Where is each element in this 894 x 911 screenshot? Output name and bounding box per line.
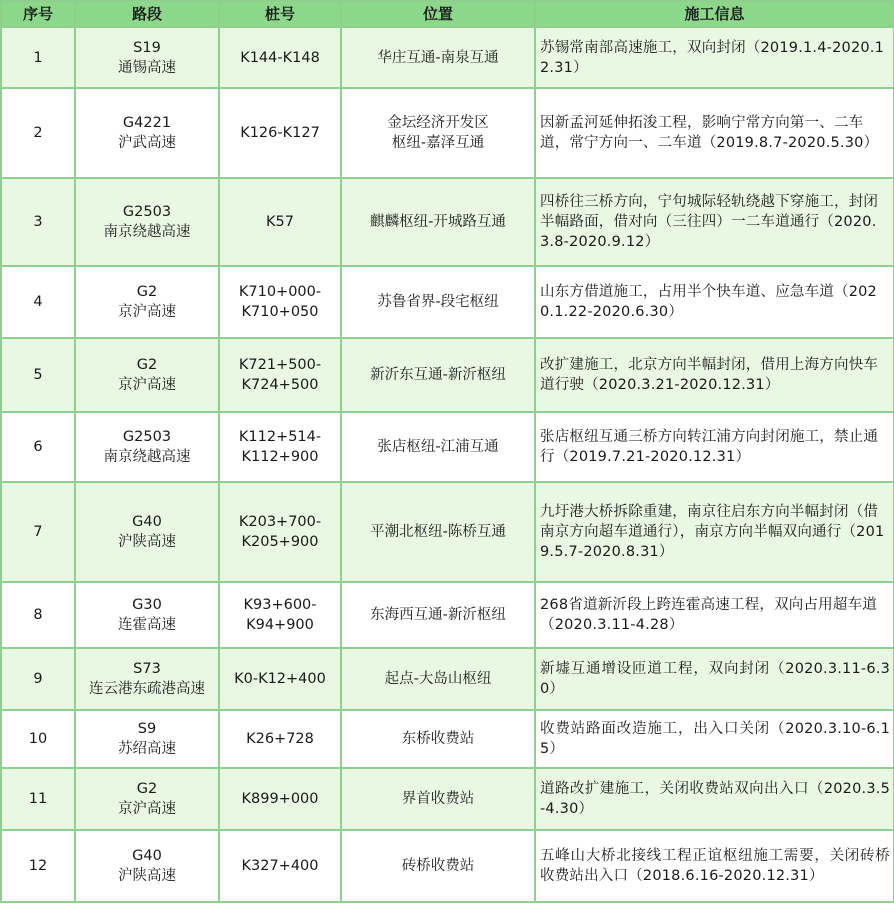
stake-line: K57 xyxy=(266,214,294,230)
table-row xyxy=(1,482,894,582)
road-code: G2 xyxy=(136,781,158,797)
road-name: 连云港东疏港高速 xyxy=(89,681,205,697)
stake-line: K205+900 xyxy=(241,534,319,550)
table-row xyxy=(1,582,894,648)
stake-line: K112+514- xyxy=(238,429,322,445)
header-location: 位置 xyxy=(341,1,535,27)
road-code: G2 xyxy=(136,284,158,300)
location-cell xyxy=(341,768,535,830)
table-row xyxy=(1,830,894,902)
row-index: 4 xyxy=(1,266,75,338)
road-code: G30 xyxy=(132,597,162,613)
road-code: G4221 xyxy=(122,115,172,131)
location-cell xyxy=(341,338,535,412)
row-index: 7 xyxy=(1,482,75,582)
header-info: 施工信息 xyxy=(535,1,894,27)
stake-line: K0-K12+400 xyxy=(234,671,326,687)
table-row xyxy=(1,266,894,338)
location-cell xyxy=(341,482,535,582)
header-road: 路段 xyxy=(75,1,219,27)
stake-cell xyxy=(219,338,341,412)
location-cell xyxy=(341,582,535,648)
stake-cell xyxy=(219,648,341,710)
location-line: 麒麟枢纽-开城路互通 xyxy=(370,214,506,230)
row-index: 5 xyxy=(1,338,75,412)
info-cell: 九圩港大桥拆除重建，南京往启东方向半幅封闭（借南京方向超车道通行），南京方向半幅双向通行（2019.5.7-2020.8.31） xyxy=(535,482,894,582)
location-line: 砖桥收费站 xyxy=(401,858,475,874)
location-cell xyxy=(341,27,535,88)
stake-line: K710+000- xyxy=(238,284,322,300)
road-cell xyxy=(75,648,219,710)
stake-line: K724+500 xyxy=(241,377,319,393)
road-name: 南京绕越高速 xyxy=(103,224,191,240)
stake-cell xyxy=(219,768,341,830)
road-cell xyxy=(75,266,219,338)
location-cell xyxy=(341,88,535,178)
location-cell xyxy=(341,266,535,338)
location-line: 东海西互通-新沂枢纽 xyxy=(370,607,506,623)
road-cell xyxy=(75,412,219,482)
header-index: 序号 xyxy=(1,1,75,27)
row-index: 12 xyxy=(1,830,75,902)
stake-cell xyxy=(219,482,341,582)
info-cell: 山东方借道施工，占用半个快车道、应急车道（2020.1.22-2020.6.30） xyxy=(535,266,894,338)
location-line: 新沂东互通-新沂枢纽 xyxy=(370,367,506,383)
road-name: 京沪高速 xyxy=(118,801,176,817)
location-line: 界首收费站 xyxy=(401,791,475,807)
road-code: S73 xyxy=(133,661,161,677)
road-name: 通锡高速 xyxy=(118,59,176,76)
row-index: 11 xyxy=(1,768,75,830)
table-row xyxy=(1,768,894,830)
location-line: 枢纽-嘉泽互通 xyxy=(391,135,485,151)
stake-line: K94+900 xyxy=(246,617,314,633)
road-name: 沪陕高速 xyxy=(118,868,176,884)
row-index: 3 xyxy=(1,178,75,266)
road-cell xyxy=(75,178,219,266)
row-index: 6 xyxy=(1,412,75,482)
table-row xyxy=(1,88,894,178)
info-cell: 苏锡常南部高速施工，双向封闭（2019.1.4-2020.12.31） xyxy=(535,27,894,88)
road-code: S19 xyxy=(133,39,161,56)
road-name: 苏绍高速 xyxy=(118,741,176,757)
table-row xyxy=(1,178,894,266)
road-code: S9 xyxy=(137,721,157,737)
road-code: G40 xyxy=(132,848,162,864)
row-index: 9 xyxy=(1,648,75,710)
stake-line: K710+050 xyxy=(241,304,319,320)
table-row xyxy=(1,648,894,710)
stake-cell xyxy=(219,412,341,482)
stake-cell xyxy=(219,710,341,768)
info-cell: 新墟互通增设匝道工程，双向封闭（2020.3.11-6.30） xyxy=(535,648,894,710)
stake-line: K203+700- xyxy=(238,514,322,530)
info-cell: 改扩建施工，北京方向半幅封闭，借用上海方向快车道行驶（2020.3.21-2020.12.31） xyxy=(535,338,894,412)
stake-line: K126-K127 xyxy=(240,125,320,141)
table-row xyxy=(1,338,894,412)
stake-cell xyxy=(219,88,341,178)
info-cell: 道路改扩建施工，关闭收费站双向出入口（2020.3.5-4.30） xyxy=(535,768,894,830)
location-cell xyxy=(341,648,535,710)
road-cell xyxy=(75,338,219,412)
row-index: 1 xyxy=(1,27,75,88)
location-line: 平潮北枢纽-陈桥互通 xyxy=(370,524,506,540)
info-cell: 张店枢纽互通三桥方向转江浦方向封闭施工，禁止通行（2019.7.21-2020.12.31） xyxy=(535,412,894,482)
location-cell xyxy=(341,178,535,266)
road-name: 京沪高速 xyxy=(118,304,176,320)
stake-cell xyxy=(219,266,341,338)
stake-cell xyxy=(219,27,341,88)
road-cell xyxy=(75,88,219,178)
info-cell: 五峰山大桥北接线工程正谊枢纽施工需要，关闭砖桥收费站出入口（2018.6.16-2020.12.31） xyxy=(535,830,894,902)
road-code: G2503 xyxy=(122,204,172,220)
road-cell xyxy=(75,768,219,830)
road-name: 南京绕越高速 xyxy=(103,449,191,465)
location-line: 华庄互通-南泉互通 xyxy=(377,49,499,66)
location-cell xyxy=(341,830,535,902)
location-line: 金坛经济开发区 xyxy=(387,115,489,131)
stake-line: K899+000 xyxy=(241,791,319,807)
location-line: 张店枢纽-江浦互通 xyxy=(377,439,499,455)
road-cell xyxy=(75,27,219,88)
road-cell xyxy=(75,582,219,648)
road-name: 连霍高速 xyxy=(118,617,176,633)
header-stake: 桩号 xyxy=(219,1,341,27)
info-cell: 因新孟河延伸拓浚工程，影响宁常方向第一、二车道，常宁方向一、二车道（2019.8.7-2020.5.30） xyxy=(535,88,894,178)
stake-line: K144-K148 xyxy=(240,49,320,66)
road-cell xyxy=(75,710,219,768)
location-line: 起点-大岛山枢纽 xyxy=(384,671,492,687)
road-cell xyxy=(75,830,219,902)
info-cell: 收费站路面改造施工，出入口关闭（2020.3.10-6.15） xyxy=(535,710,894,768)
stake-cell xyxy=(219,830,341,902)
stake-line: K327+400 xyxy=(241,858,319,874)
stake-line: K26+728 xyxy=(246,731,314,747)
road-code: G2503 xyxy=(122,429,172,445)
row-index: 8 xyxy=(1,582,75,648)
stake-line: K93+600- xyxy=(243,597,317,613)
road-name: 沪武高速 xyxy=(118,135,176,151)
table-header-row xyxy=(1,1,894,27)
road-code: G2 xyxy=(136,357,158,373)
location-cell xyxy=(341,412,535,482)
table-row xyxy=(1,710,894,768)
road-name: 沪陕高速 xyxy=(118,534,176,550)
stake-cell xyxy=(219,178,341,266)
location-cell xyxy=(341,710,535,768)
row-index: 10 xyxy=(1,710,75,768)
location-line: 东桥收费站 xyxy=(401,731,475,747)
stake-line: K721+500- xyxy=(238,357,322,373)
stake-line: K112+900 xyxy=(241,449,319,465)
stake-cell xyxy=(219,582,341,648)
road-cell xyxy=(75,482,219,582)
info-cell: 268省道新沂段上跨连霍高速工程，双向占用超车道（2020.3.11-4.28） xyxy=(535,582,894,648)
location-line: 苏鲁省界-段宅枢纽 xyxy=(377,294,499,310)
table-row xyxy=(1,27,894,88)
info-cell: 四桥往三桥方向，宁句城际轻轨绕越下穿施工，封闭半幅路面，借对向（三往四）一二车道通行（2020.3.8-2020.9.12） xyxy=(535,178,894,266)
row-index: 2 xyxy=(1,88,75,178)
road-code: G40 xyxy=(132,514,162,530)
road-name: 京沪高速 xyxy=(118,377,176,393)
table-row xyxy=(1,412,894,482)
